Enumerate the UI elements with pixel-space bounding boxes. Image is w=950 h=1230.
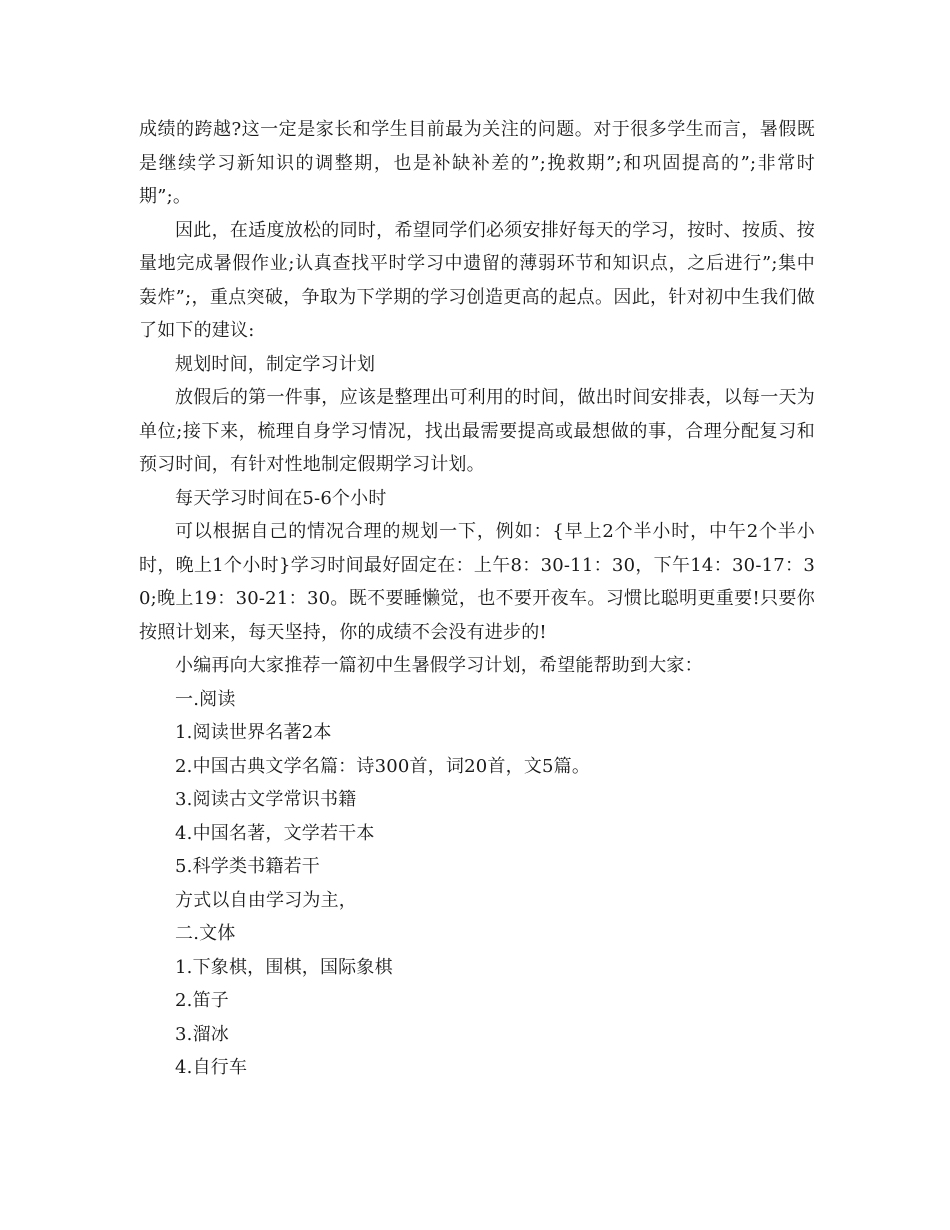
list-heading-sports: 二.文体 [175, 923, 236, 944]
heading-daily-hours: 每天学习时间在5-6个小时 [175, 487, 387, 509]
paragraph-recommend: 小编再向大家推荐一篇初中生暑假学习计划，希望能帮助到大家： [175, 655, 703, 676]
list-item: 3.溜冰 [175, 1023, 229, 1045]
heading-plan-time: 规划时间，制定学习计划 [175, 353, 376, 375]
document-body [139, 113, 815, 1085]
list-item: 4.自行车 [175, 1057, 248, 1078]
paragraph-advice: 因此，在适度放松的同时，希望同学们必须安排好每天的学习，按时、按质、按量地完成暑假作业;认真查找平时学习中遗留的薄弱环节和知识点，之后进行”;集中轰炸”;，重点突破，争取为下学期的学习创造更高的起点。因此，针对初中生我们做了如下的建议: [139, 219, 815, 341]
list-item: 1.阅读世界名著2本 [175, 722, 332, 743]
paragraph-daily-hours: 可以根据自己的情况合理的规划一下，例如：{早上2个半小时，中午2个半小时，晚上1个小时}学习时间最好固定在：上午8：30-11：30，下午14：30-17：30;晚上19：30-21：30。既不要睡懒觉，也不要开夜车。习惯比聪明更重要!只要你按照计划来，每天坚持，你的成绩不会没有进步的! [139, 521, 815, 643]
paragraph-intro: 成绩的跨越?这一定是家长和学生目前最为关注的问题。对于很多学生而言，暑假既是继续学习新知识的调整期，也是补缺补差的”;挽救期”;和巩固提高的”;非常时期”;。 [139, 119, 815, 207]
list-item: 3.阅读古文学常识书籍 [175, 789, 357, 810]
list-item: 4.中国名著，文学若干本 [175, 822, 375, 844]
list-item: 5.科学类书籍若干 [175, 856, 320, 877]
list-item: 2.中国古典文学名篇：诗300首，词20首，文5篇。 [175, 755, 591, 777]
list-note: 方式以自由学习为主， [175, 889, 357, 911]
paragraph-plan-time: 放假后的第一件事，应该是整理出可利用的时间，做出时间安排表，以每一天为单位;接下来，梳理自身学习情况，找出最需要提高或最想做的事，合理分配复习和预习时间，有针对性地制定假期学习计划。 [139, 387, 815, 475]
list-item: 2.笛子 [175, 990, 229, 1011]
list-item: 1.下象棋，围棋，国际象棋 [175, 956, 393, 978]
list-heading-reading: 一.阅读 [175, 688, 236, 710]
